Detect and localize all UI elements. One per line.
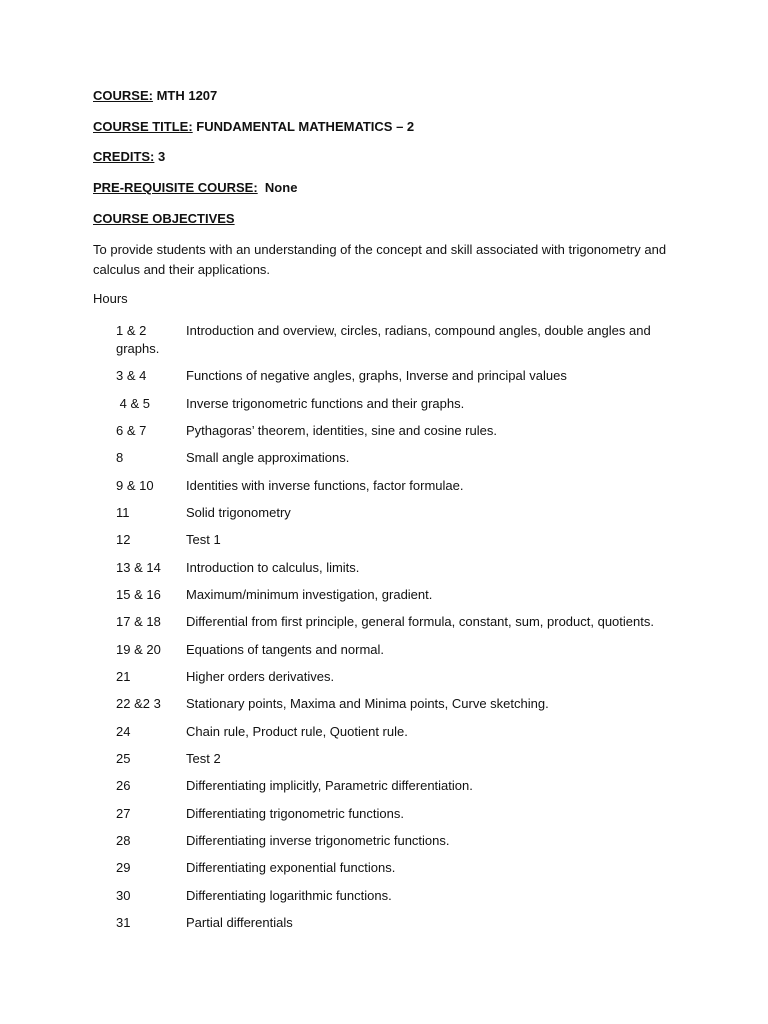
schedule-hours: 22 &2 3 [116,696,161,711]
schedule-topic: Stationary points, Maxima and Minima points, Curve sketching. [186,696,549,711]
schedule-hours: 21 [116,669,131,684]
schedule-topic: Solid trigonometry [186,505,291,520]
schedule-hours: 12 [116,532,131,547]
schedule-topic: Higher orders derivatives. [186,669,335,684]
schedule-topic: Differentiating implicitly, Parametric differentiation. [186,778,473,793]
hours-label: Hours [93,291,128,306]
schedule-topic: Equations of tangents and normal. [186,642,385,657]
schedule-hours: 31 [116,915,131,930]
schedule-hours: 11 [116,505,130,520]
schedule-hours: 8 [116,450,124,465]
schedule-hours: 4 & 5 [116,396,150,411]
schedule-topic: Inverse trigonometric functions and their graphs. [186,396,465,411]
course-code-value: MTH 1207 [156,88,218,103]
schedule-hours: 29 [116,860,131,875]
credits-value: 3 [158,149,166,164]
schedule-hours: 1 & 2 [116,323,147,338]
schedule-hours: 27 [116,806,131,821]
schedule-hours: 17 & 18 [116,614,161,629]
objectives-text: To provide students with an understanding of the concept and skill associated with trigonometry and calculus and their applications. [93,242,667,277]
schedule-hours: 26 [116,778,131,793]
course-title-value: FUNDAMENTAL MATHEMATICS – 2 [196,119,415,134]
schedule-hours: 30 [116,888,131,903]
schedule-topic: Differentiating logarithmic functions. [186,888,392,903]
schedule-hours: 25 [116,751,131,766]
schedule-hours: 6 & 7 [116,423,147,438]
course-title-line [93,119,414,135]
schedule-hours: 9 & 10 [116,478,154,493]
schedule-topic: Differentiating trigonometric functions. [186,806,404,821]
schedule-topic: Chain rule, Product rule, Quotient rule. [186,724,408,739]
course-code-label: COURSE: [93,88,153,103]
prerequisite-line [93,180,297,196]
schedule-topic: Introduction and overview, circles, radians, compound angles, double angles and [186,323,651,338]
objectives-heading: COURSE OBJECTIVES [93,211,235,226]
schedule-topic: Test 1 [186,532,221,547]
schedule-hours: 24 [116,724,131,739]
prerequisite-label: PRE-REQUISITE COURSE: [93,180,258,195]
course-title-label: COURSE TITLE: [93,119,193,134]
schedule-topic: Small angle approximations. [186,450,350,465]
schedule-topic: Differentiating inverse trigonometric functions. [186,833,450,848]
schedule-hours: 15 & 16 [116,587,161,602]
schedule-hours: 3 & 4 [116,368,147,383]
credits-label: CREDITS: [93,149,155,164]
schedule-topic: Introduction to calculus, limits. [186,560,360,575]
credits-line [93,149,165,165]
schedule-topic: Pythagoras’ theorem, identities, sine and cosine rules. [186,423,497,438]
schedule-topic: Partial differentials [186,915,293,930]
course-code-line [93,88,217,104]
schedule-topic: Identities with inverse functions, factor formulae. [186,478,464,493]
schedule-hours: 28 [116,833,131,848]
schedule-topic: Functions of negative angles, graphs, Inverse and principal values [186,368,567,383]
schedule-topic-continuation: graphs. [116,341,160,356]
schedule-topic: Differentiating exponential functions. [186,860,396,875]
schedule-topic: Maximum/minimum investigation, gradient. [186,587,433,602]
schedule-topic: Differential from first principle, general formula, constant, sum, product, quotients. [186,614,654,629]
schedule-hours: 13 & 14 [116,560,161,575]
prerequisite-value: None [264,180,298,195]
schedule-hours: 19 & 20 [116,642,161,657]
schedule-topic: Test 2 [186,751,221,766]
